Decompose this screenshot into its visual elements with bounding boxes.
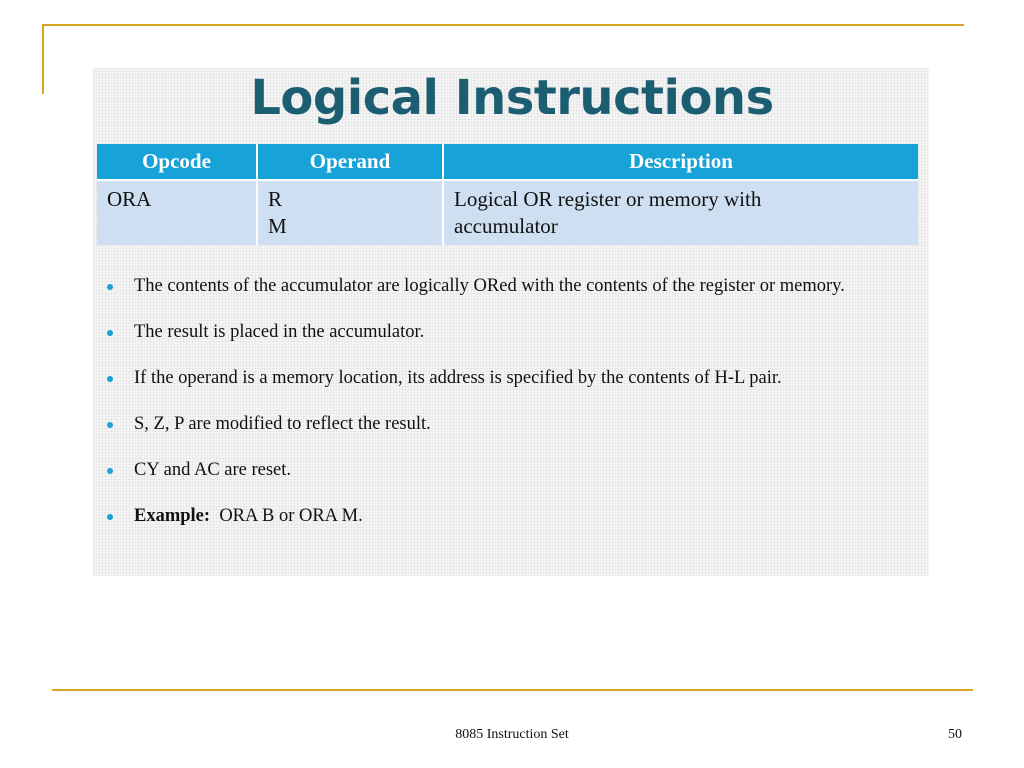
header-operand: Operand bbox=[257, 144, 443, 180]
list-item bbox=[107, 366, 907, 390]
list-item bbox=[107, 412, 907, 436]
bullet-dot-icon bbox=[107, 468, 113, 474]
bullet-list bbox=[107, 274, 907, 550]
page-number: 50 bbox=[948, 727, 962, 742]
description-line-2: accumulator bbox=[454, 214, 558, 238]
cell-opcode bbox=[97, 180, 257, 245]
bullet-dot-icon bbox=[107, 284, 113, 290]
bullet-dot-icon bbox=[107, 376, 113, 382]
example-item bbox=[107, 504, 907, 528]
bullet-text: If the operand is a memory location, its address is specified by the contents of H-L pair. bbox=[134, 368, 782, 388]
list-item bbox=[107, 274, 907, 298]
slide-title: Logical Instructions bbox=[250, 70, 774, 126]
operand-value-m: M bbox=[268, 214, 287, 238]
list-item bbox=[107, 320, 907, 344]
bullet-text: The contents of the accumulator are logically ORed with the contents of the register or memory. bbox=[134, 276, 845, 296]
header-opcode: Opcode bbox=[97, 144, 257, 180]
list-item bbox=[107, 458, 907, 482]
frame-bottom-rule bbox=[52, 689, 973, 691]
bullet-dot-icon bbox=[107, 514, 113, 520]
header-description: Description bbox=[443, 144, 918, 180]
bullet-text: The result is placed in the accumulator. bbox=[134, 322, 425, 342]
example-text: ORA B or ORA M. bbox=[219, 506, 363, 526]
bullet-dot-icon bbox=[107, 422, 113, 428]
opcode-value: ORA bbox=[107, 187, 152, 211]
table-header-row bbox=[97, 144, 918, 180]
table-row bbox=[97, 180, 918, 245]
cell-operand bbox=[257, 180, 443, 245]
bullet-text: CY and AC are reset. bbox=[134, 460, 292, 480]
example-label: Example: bbox=[134, 506, 211, 526]
bullet-dot-icon bbox=[107, 330, 113, 336]
description-line-1: Logical OR register or memory with bbox=[454, 187, 762, 211]
bullet-text: S, Z, P are modified to reflect the result. bbox=[134, 414, 431, 434]
instruction-table bbox=[97, 144, 918, 245]
operand-value-r: R bbox=[268, 187, 283, 211]
frame-top-rule bbox=[42, 24, 964, 26]
cell-description bbox=[443, 180, 918, 245]
footer-title: 8085 Instruction Set bbox=[455, 727, 569, 742]
